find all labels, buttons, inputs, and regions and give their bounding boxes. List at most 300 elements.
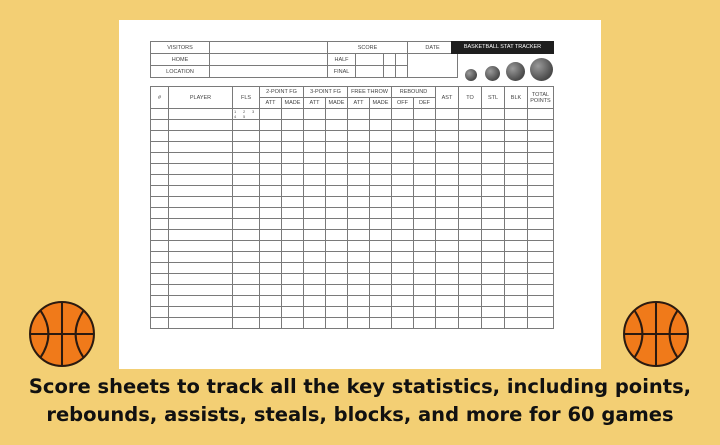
free-throw-made-cell[interactable] xyxy=(370,164,392,175)
two-point-att-cell[interactable] xyxy=(260,307,282,318)
ast-cell[interactable] xyxy=(436,285,459,296)
to-cell[interactable] xyxy=(459,219,482,230)
number-cell[interactable] xyxy=(151,120,169,131)
free-throw-made-cell[interactable] xyxy=(370,142,392,153)
visitors-field[interactable] xyxy=(210,42,328,54)
ast-cell[interactable] xyxy=(436,274,459,285)
three-point-made-cell[interactable] xyxy=(326,131,348,142)
to-cell[interactable] xyxy=(459,186,482,197)
two-point-att-cell[interactable] xyxy=(260,241,282,252)
stl-cell[interactable] xyxy=(482,230,505,241)
number-cell[interactable] xyxy=(151,197,169,208)
ast-cell[interactable] xyxy=(436,164,459,175)
free-throw-made-cell[interactable] xyxy=(370,230,392,241)
player-cell[interactable] xyxy=(169,109,233,120)
to-cell[interactable] xyxy=(459,230,482,241)
three-point-att-cell[interactable] xyxy=(304,241,326,252)
three-point-made-cell[interactable] xyxy=(326,109,348,120)
ast-cell[interactable] xyxy=(436,208,459,219)
two-point-made-cell[interactable] xyxy=(282,241,304,252)
three-point-made-cell[interactable] xyxy=(326,307,348,318)
blk-cell[interactable] xyxy=(505,230,528,241)
rebound-def-cell[interactable] xyxy=(414,274,436,285)
total-points-cell[interactable] xyxy=(528,142,554,153)
two-point-att-cell[interactable] xyxy=(260,296,282,307)
stl-cell[interactable] xyxy=(482,296,505,307)
to-cell[interactable] xyxy=(459,197,482,208)
stl-cell[interactable] xyxy=(482,197,505,208)
rebound-off-cell[interactable] xyxy=(392,241,414,252)
rebound-off-cell[interactable] xyxy=(392,142,414,153)
location-field[interactable] xyxy=(210,66,328,78)
two-point-made-cell[interactable] xyxy=(282,197,304,208)
two-point-made-cell[interactable] xyxy=(282,318,304,329)
three-point-made-cell[interactable] xyxy=(326,164,348,175)
three-point-made-cell[interactable] xyxy=(326,142,348,153)
player-cell[interactable] xyxy=(169,208,233,219)
rebound-off-cell[interactable] xyxy=(392,131,414,142)
three-point-att-cell[interactable] xyxy=(304,131,326,142)
number-cell[interactable] xyxy=(151,164,169,175)
rebound-off-cell[interactable] xyxy=(392,109,414,120)
two-point-att-cell[interactable] xyxy=(260,219,282,230)
total-points-cell[interactable] xyxy=(528,263,554,274)
blk-cell[interactable] xyxy=(505,208,528,219)
blk-cell[interactable] xyxy=(505,274,528,285)
player-cell[interactable] xyxy=(169,131,233,142)
three-point-made-cell[interactable] xyxy=(326,252,348,263)
total-points-cell[interactable] xyxy=(528,252,554,263)
fouls-cell[interactable] xyxy=(233,307,260,318)
total-points-cell[interactable] xyxy=(528,285,554,296)
rebound-def-cell[interactable] xyxy=(414,318,436,329)
total-points-cell[interactable] xyxy=(528,219,554,230)
player-cell[interactable] xyxy=(169,186,233,197)
rebound-def-cell[interactable] xyxy=(414,186,436,197)
three-point-made-cell[interactable] xyxy=(326,186,348,197)
three-point-att-cell[interactable] xyxy=(304,318,326,329)
to-cell[interactable] xyxy=(459,296,482,307)
free-throw-made-cell[interactable] xyxy=(370,208,392,219)
total-points-cell[interactable] xyxy=(528,208,554,219)
free-throw-att-cell[interactable] xyxy=(348,307,370,318)
blk-cell[interactable] xyxy=(505,263,528,274)
rebound-def-cell[interactable] xyxy=(414,241,436,252)
blk-cell[interactable] xyxy=(505,296,528,307)
blk-cell[interactable] xyxy=(505,153,528,164)
three-point-att-cell[interactable] xyxy=(304,263,326,274)
fouls-cell[interactable] xyxy=(233,263,260,274)
free-throw-made-cell[interactable] xyxy=(370,109,392,120)
two-point-att-cell[interactable] xyxy=(260,120,282,131)
number-cell[interactable] xyxy=(151,318,169,329)
total-points-cell[interactable] xyxy=(528,296,554,307)
rebound-off-cell[interactable] xyxy=(392,153,414,164)
stl-cell[interactable] xyxy=(482,274,505,285)
stl-cell[interactable] xyxy=(482,219,505,230)
fouls-cell[interactable] xyxy=(233,197,260,208)
two-point-att-cell[interactable] xyxy=(260,230,282,241)
rebound-off-cell[interactable] xyxy=(392,197,414,208)
three-point-made-cell[interactable] xyxy=(326,318,348,329)
half-score-box[interactable] xyxy=(384,54,396,66)
free-throw-made-cell[interactable] xyxy=(370,153,392,164)
to-cell[interactable] xyxy=(459,164,482,175)
player-cell[interactable] xyxy=(169,120,233,131)
number-cell[interactable] xyxy=(151,307,169,318)
blk-cell[interactable] xyxy=(505,219,528,230)
stl-cell[interactable] xyxy=(482,153,505,164)
rebound-off-cell[interactable] xyxy=(392,120,414,131)
free-throw-made-cell[interactable] xyxy=(370,263,392,274)
rebound-def-cell[interactable] xyxy=(414,219,436,230)
number-cell[interactable] xyxy=(151,186,169,197)
three-point-att-cell[interactable] xyxy=(304,252,326,263)
stl-cell[interactable] xyxy=(482,252,505,263)
total-points-cell[interactable] xyxy=(528,230,554,241)
two-point-made-cell[interactable] xyxy=(282,142,304,153)
final-score-box[interactable] xyxy=(384,66,396,78)
rebound-def-cell[interactable] xyxy=(414,153,436,164)
two-point-made-cell[interactable] xyxy=(282,175,304,186)
stl-cell[interactable] xyxy=(482,131,505,142)
two-point-att-cell[interactable] xyxy=(260,252,282,263)
total-points-cell[interactable] xyxy=(528,186,554,197)
free-throw-made-cell[interactable] xyxy=(370,131,392,142)
to-cell[interactable] xyxy=(459,109,482,120)
stl-cell[interactable] xyxy=(482,318,505,329)
total-points-cell[interactable] xyxy=(528,197,554,208)
two-point-made-cell[interactable] xyxy=(282,263,304,274)
ast-cell[interactable] xyxy=(436,318,459,329)
player-cell[interactable] xyxy=(169,318,233,329)
stl-cell[interactable] xyxy=(482,109,505,120)
number-cell[interactable] xyxy=(151,252,169,263)
total-points-cell[interactable] xyxy=(528,131,554,142)
fouls-cell[interactable] xyxy=(233,285,260,296)
stl-cell[interactable] xyxy=(482,263,505,274)
two-point-made-cell[interactable] xyxy=(282,219,304,230)
blk-cell[interactable] xyxy=(505,285,528,296)
three-point-made-cell[interactable] xyxy=(326,153,348,164)
free-throw-att-cell[interactable] xyxy=(348,285,370,296)
blk-cell[interactable] xyxy=(505,120,528,131)
blk-cell[interactable] xyxy=(505,252,528,263)
final-score-box[interactable] xyxy=(396,66,408,78)
player-cell[interactable] xyxy=(169,274,233,285)
three-point-made-cell[interactable] xyxy=(326,241,348,252)
free-throw-made-cell[interactable] xyxy=(370,318,392,329)
rebound-def-cell[interactable] xyxy=(414,175,436,186)
free-throw-att-cell[interactable] xyxy=(348,153,370,164)
free-throw-att-cell[interactable] xyxy=(348,120,370,131)
to-cell[interactable] xyxy=(459,241,482,252)
rebound-off-cell[interactable] xyxy=(392,252,414,263)
fouls-cell[interactable] xyxy=(233,153,260,164)
total-points-cell[interactable] xyxy=(528,175,554,186)
three-point-att-cell[interactable] xyxy=(304,219,326,230)
free-throw-made-cell[interactable] xyxy=(370,175,392,186)
three-point-att-cell[interactable] xyxy=(304,285,326,296)
rebound-def-cell[interactable] xyxy=(414,263,436,274)
three-point-att-cell[interactable] xyxy=(304,274,326,285)
fouls-cell[interactable] xyxy=(233,208,260,219)
two-point-att-cell[interactable] xyxy=(260,318,282,329)
to-cell[interactable] xyxy=(459,153,482,164)
two-point-att-cell[interactable] xyxy=(260,274,282,285)
to-cell[interactable] xyxy=(459,274,482,285)
rebound-off-cell[interactable] xyxy=(392,186,414,197)
three-point-made-cell[interactable] xyxy=(326,197,348,208)
three-point-att-cell[interactable] xyxy=(304,175,326,186)
ast-cell[interactable] xyxy=(436,252,459,263)
total-points-cell[interactable] xyxy=(528,318,554,329)
rebound-def-cell[interactable] xyxy=(414,131,436,142)
ast-cell[interactable] xyxy=(436,197,459,208)
blk-cell[interactable] xyxy=(505,318,528,329)
two-point-made-cell[interactable] xyxy=(282,153,304,164)
two-point-made-cell[interactable] xyxy=(282,131,304,142)
three-point-att-cell[interactable] xyxy=(304,120,326,131)
blk-cell[interactable] xyxy=(505,307,528,318)
to-cell[interactable] xyxy=(459,175,482,186)
free-throw-made-cell[interactable] xyxy=(370,120,392,131)
ast-cell[interactable] xyxy=(436,175,459,186)
free-throw-att-cell[interactable] xyxy=(348,296,370,307)
total-points-cell[interactable] xyxy=(528,153,554,164)
total-points-cell[interactable] xyxy=(528,164,554,175)
three-point-made-cell[interactable] xyxy=(326,175,348,186)
number-cell[interactable] xyxy=(151,274,169,285)
player-cell[interactable] xyxy=(169,296,233,307)
three-point-made-cell[interactable] xyxy=(326,208,348,219)
rebound-off-cell[interactable] xyxy=(392,230,414,241)
number-cell[interactable] xyxy=(151,153,169,164)
rebound-def-cell[interactable] xyxy=(414,296,436,307)
home-field[interactable] xyxy=(210,54,328,66)
to-cell[interactable] xyxy=(459,208,482,219)
number-cell[interactable] xyxy=(151,109,169,120)
fouls-cell[interactable] xyxy=(233,252,260,263)
fouls-cell[interactable] xyxy=(233,230,260,241)
free-throw-made-cell[interactable] xyxy=(370,285,392,296)
three-point-att-cell[interactable] xyxy=(304,208,326,219)
two-point-made-cell[interactable] xyxy=(282,208,304,219)
player-cell[interactable] xyxy=(169,175,233,186)
two-point-made-cell[interactable] xyxy=(282,164,304,175)
two-point-made-cell[interactable] xyxy=(282,285,304,296)
player-cell[interactable] xyxy=(169,142,233,153)
free-throw-made-cell[interactable] xyxy=(370,241,392,252)
two-point-att-cell[interactable] xyxy=(260,285,282,296)
free-throw-made-cell[interactable] xyxy=(370,197,392,208)
stl-cell[interactable] xyxy=(482,307,505,318)
number-cell[interactable] xyxy=(151,175,169,186)
player-cell[interactable] xyxy=(169,241,233,252)
ast-cell[interactable] xyxy=(436,142,459,153)
free-throw-att-cell[interactable] xyxy=(348,109,370,120)
to-cell[interactable] xyxy=(459,285,482,296)
blk-cell[interactable] xyxy=(505,109,528,120)
ast-cell[interactable] xyxy=(436,307,459,318)
to-cell[interactable] xyxy=(459,131,482,142)
free-throw-att-cell[interactable] xyxy=(348,175,370,186)
player-cell[interactable] xyxy=(169,307,233,318)
fouls-cell[interactable] xyxy=(233,109,260,120)
to-cell[interactable] xyxy=(459,142,482,153)
number-cell[interactable] xyxy=(151,241,169,252)
fouls-cell[interactable] xyxy=(233,296,260,307)
three-point-att-cell[interactable] xyxy=(304,186,326,197)
rebound-off-cell[interactable] xyxy=(392,208,414,219)
free-throw-att-cell[interactable] xyxy=(348,274,370,285)
stl-cell[interactable] xyxy=(482,241,505,252)
to-cell[interactable] xyxy=(459,307,482,318)
free-throw-made-cell[interactable] xyxy=(370,296,392,307)
fouls-cell[interactable] xyxy=(233,142,260,153)
free-throw-att-cell[interactable] xyxy=(348,164,370,175)
three-point-att-cell[interactable] xyxy=(304,307,326,318)
fouls-cell[interactable] xyxy=(233,164,260,175)
stl-cell[interactable] xyxy=(482,186,505,197)
ast-cell[interactable] xyxy=(436,120,459,131)
blk-cell[interactable] xyxy=(505,175,528,186)
fouls-cell[interactable] xyxy=(233,318,260,329)
player-cell[interactable] xyxy=(169,263,233,274)
number-cell[interactable] xyxy=(151,142,169,153)
blk-cell[interactable] xyxy=(505,164,528,175)
rebound-def-cell[interactable] xyxy=(414,230,436,241)
rebound-def-cell[interactable] xyxy=(414,109,436,120)
free-throw-made-cell[interactable] xyxy=(370,219,392,230)
free-throw-made-cell[interactable] xyxy=(370,186,392,197)
stl-cell[interactable] xyxy=(482,208,505,219)
to-cell[interactable] xyxy=(459,263,482,274)
player-cell[interactable] xyxy=(169,197,233,208)
ast-cell[interactable] xyxy=(436,296,459,307)
ast-cell[interactable] xyxy=(436,230,459,241)
three-point-att-cell[interactable] xyxy=(304,142,326,153)
three-point-made-cell[interactable] xyxy=(326,230,348,241)
rebound-def-cell[interactable] xyxy=(414,164,436,175)
free-throw-att-cell[interactable] xyxy=(348,197,370,208)
three-point-att-cell[interactable] xyxy=(304,296,326,307)
two-point-att-cell[interactable] xyxy=(260,175,282,186)
number-cell[interactable] xyxy=(151,131,169,142)
two-point-made-cell[interactable] xyxy=(282,274,304,285)
rebound-def-cell[interactable] xyxy=(414,142,436,153)
to-cell[interactable] xyxy=(459,318,482,329)
half-score-box[interactable] xyxy=(396,54,408,66)
player-cell[interactable] xyxy=(169,153,233,164)
fouls-cell[interactable] xyxy=(233,120,260,131)
ast-cell[interactable] xyxy=(436,263,459,274)
two-point-made-cell[interactable] xyxy=(282,109,304,120)
total-points-cell[interactable] xyxy=(528,120,554,131)
three-point-att-cell[interactable] xyxy=(304,164,326,175)
total-points-cell[interactable] xyxy=(528,241,554,252)
rebound-def-cell[interactable] xyxy=(414,285,436,296)
rebound-off-cell[interactable] xyxy=(392,307,414,318)
to-cell[interactable] xyxy=(459,252,482,263)
three-point-made-cell[interactable] xyxy=(326,219,348,230)
two-point-made-cell[interactable] xyxy=(282,230,304,241)
number-cell[interactable] xyxy=(151,230,169,241)
free-throw-att-cell[interactable] xyxy=(348,142,370,153)
two-point-made-cell[interactable] xyxy=(282,307,304,318)
two-point-att-cell[interactable] xyxy=(260,263,282,274)
fouls-cell[interactable] xyxy=(233,274,260,285)
ast-cell[interactable] xyxy=(436,241,459,252)
blk-cell[interactable] xyxy=(505,241,528,252)
blk-cell[interactable] xyxy=(505,186,528,197)
ast-cell[interactable] xyxy=(436,219,459,230)
ast-cell[interactable] xyxy=(436,131,459,142)
number-cell[interactable] xyxy=(151,219,169,230)
three-point-made-cell[interactable] xyxy=(326,296,348,307)
two-point-made-cell[interactable] xyxy=(282,120,304,131)
two-point-att-cell[interactable] xyxy=(260,153,282,164)
blk-cell[interactable] xyxy=(505,197,528,208)
free-throw-att-cell[interactable] xyxy=(348,131,370,142)
stl-cell[interactable] xyxy=(482,120,505,131)
free-throw-made-cell[interactable] xyxy=(370,252,392,263)
stl-cell[interactable] xyxy=(482,142,505,153)
three-point-made-cell[interactable] xyxy=(326,120,348,131)
rebound-def-cell[interactable] xyxy=(414,120,436,131)
rebound-off-cell[interactable] xyxy=(392,274,414,285)
free-throw-att-cell[interactable] xyxy=(348,318,370,329)
number-cell[interactable] xyxy=(151,208,169,219)
three-point-att-cell[interactable] xyxy=(304,230,326,241)
rebound-off-cell[interactable] xyxy=(392,219,414,230)
number-cell[interactable] xyxy=(151,285,169,296)
free-throw-att-cell[interactable] xyxy=(348,263,370,274)
rebound-off-cell[interactable] xyxy=(392,296,414,307)
three-point-att-cell[interactable] xyxy=(304,197,326,208)
free-throw-att-cell[interactable] xyxy=(348,208,370,219)
stl-cell[interactable] xyxy=(482,164,505,175)
rebound-def-cell[interactable] xyxy=(414,197,436,208)
free-throw-att-cell[interactable] xyxy=(348,241,370,252)
rebound-off-cell[interactable] xyxy=(392,164,414,175)
stl-cell[interactable] xyxy=(482,285,505,296)
two-point-made-cell[interactable] xyxy=(282,252,304,263)
rebound-off-cell[interactable] xyxy=(392,263,414,274)
player-cell[interactable] xyxy=(169,164,233,175)
half-score-field[interactable] xyxy=(356,54,384,66)
two-point-att-cell[interactable] xyxy=(260,142,282,153)
player-cell[interactable] xyxy=(169,252,233,263)
blk-cell[interactable] xyxy=(505,142,528,153)
rebound-off-cell[interactable] xyxy=(392,175,414,186)
three-point-made-cell[interactable] xyxy=(326,274,348,285)
ast-cell[interactable] xyxy=(436,186,459,197)
two-point-att-cell[interactable] xyxy=(260,208,282,219)
fouls-cell[interactable] xyxy=(233,186,260,197)
number-cell[interactable] xyxy=(151,263,169,274)
total-points-cell[interactable] xyxy=(528,109,554,120)
three-point-att-cell[interactable] xyxy=(304,109,326,120)
fouls-cell[interactable] xyxy=(233,219,260,230)
two-point-made-cell[interactable] xyxy=(282,296,304,307)
two-point-att-cell[interactable] xyxy=(260,131,282,142)
two-point-att-cell[interactable] xyxy=(260,197,282,208)
two-point-att-cell[interactable] xyxy=(260,164,282,175)
free-throw-att-cell[interactable] xyxy=(348,230,370,241)
rebound-off-cell[interactable] xyxy=(392,318,414,329)
player-cell[interactable] xyxy=(169,285,233,296)
